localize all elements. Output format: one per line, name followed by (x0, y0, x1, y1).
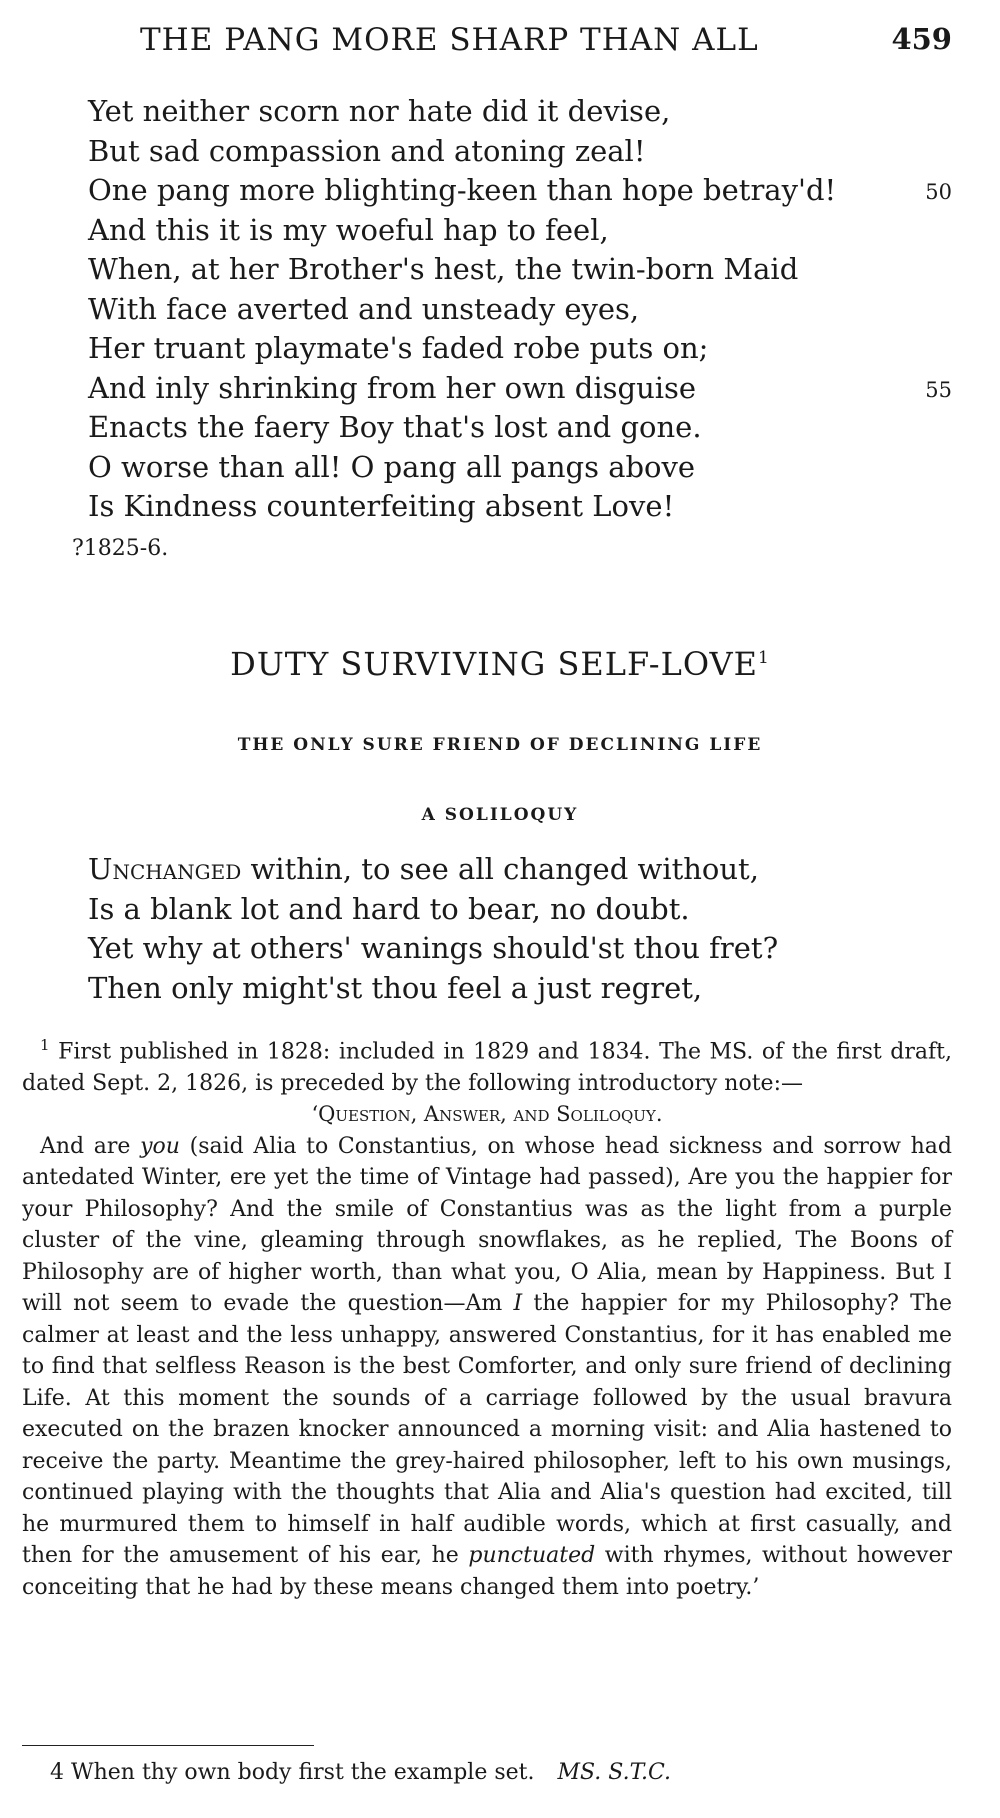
poem-line-text: But sad compassion and atoning zeal! (88, 133, 646, 168)
poem-line (88, 890, 958, 930)
poem-line-text: And this it is my woeful hap to feel, (88, 212, 609, 247)
poem-line (88, 969, 958, 1009)
footnote-divider (22, 1745, 314, 1746)
footnote-heading: ‘Question, Answer, and Soliloquy. (311, 1102, 663, 1127)
footnote-text: And are (40, 1133, 141, 1159)
poem-line (88, 290, 958, 330)
footnote-marker: 1 (40, 1036, 50, 1054)
running-title: THE PANG MORE SHARP THAN ALL (140, 22, 759, 58)
poem-line (88, 171, 958, 211)
emphasis: punctuated (468, 1543, 596, 1569)
poem-line (88, 250, 958, 290)
footnote-text: the happier for my Philosophy? The calmer at least and the less unhappy, answered Constantius, for it has enabled me to find that selfless Reason is the best Comforter, and only sure friend of declining Life. At this moment the sounds of a carriage followed by the usual bravura executed on the brazen knocker announced a morning visit: and Alia hastened to receive the party. Meantime the grey-haired philosopher, left to his own musings, continued playing with the thoughts that Alia and Alia's question had excited, till he murmured them to himself in half audible words, which at first casually, and then for the amusement of his ear, he (22, 1291, 952, 1569)
poem-line-text: O worse than all! O pang all pangs above (88, 449, 696, 484)
poem-line-text: Her truant playmate's faded robe puts on; (88, 331, 709, 365)
running-head (140, 22, 952, 66)
poem-subtitle: THE ONLY SURE FRIEND OF DECLINING LIFE (237, 735, 763, 755)
poem-line-text: And inly shrinking from her own disguise (88, 370, 697, 405)
poem-title-text: DUTY SURVIVING SELF-LOVE (230, 645, 758, 683)
poem-line-text: One pang more blighting-keen than hope betray'd! (88, 173, 837, 207)
poem-line (88, 448, 958, 488)
poem-line (88, 487, 958, 527)
poem-line-text: When, at her Brother's hest, the twin-born Maid (88, 252, 799, 286)
poem-line (88, 329, 958, 369)
poem-line (88, 408, 958, 448)
poem-line-text: Is Kindness counterfeiting absent Love! (88, 489, 675, 523)
poem-title (0, 645, 1000, 683)
page-number: 459 (891, 22, 952, 56)
poem-line-text: within, to see all changed without, (241, 852, 759, 886)
footnote-text: (said Alia to Constantius, on whose head sickness and sorrow had antedated Winter, ere yet the time of Vintage had passed), Are you the happier for your Philosophy? And the smile of Constantius was as the light from a purple cluster of the vine, gleaming through snowflakes, as he replied, The Boons of Philosophy are of higher worth, than what you, O Alia, mean by Happiness. But I will not seem to evade the question—Am (22, 1133, 953, 1317)
composition-date: ?1825-6. (72, 536, 169, 561)
emphasis: I (513, 1291, 523, 1317)
variant-source: MS. S.T.C. (557, 1760, 672, 1785)
poem-line-text: Then only might'st thou feel a just regret, (88, 970, 703, 1005)
poem-line (88, 369, 958, 409)
footnote (22, 1030, 952, 1603)
poem-line-text: Enacts the faery Boy that's lost and gone. (88, 410, 702, 444)
poem-line (88, 132, 958, 172)
poem-line-text: With face averted and unsteady eyes, (88, 291, 640, 326)
variant-line-number: 4 (50, 1760, 64, 1785)
poem-line-text: Is a blank lot and hard to bear, no doubt. (88, 891, 690, 926)
poem-subtitle-soliloquy: A SOLILOQUY (421, 805, 579, 825)
poem-line-text: Yet neither scorn nor hate did it devise, (88, 94, 671, 128)
footnote-ref: 1 (758, 648, 770, 668)
poem-line (88, 850, 958, 890)
footnote-body (22, 1131, 952, 1604)
line-number: 55 (925, 377, 952, 402)
poem-line (88, 92, 958, 132)
line-number: 50 (925, 180, 952, 204)
footnote-intro-text: First published in 1828: included in 1829 and 1834. The MS. of the first draft, dated Sept. 2, 1826, is preceded by the following introductory note:— (22, 1039, 952, 1096)
poem-line (88, 929, 958, 969)
poem-stanza (88, 92, 958, 527)
poem-line (88, 211, 958, 251)
variant-note (50, 1760, 671, 1785)
footnote-intro (22, 1030, 952, 1099)
variant-text: When thy own body first the example set. (71, 1760, 535, 1785)
opening-word: Unchanged (88, 852, 242, 886)
footnote-text: with rhymes, without however conceiting that he had by these means changed them into poetry.’ (22, 1543, 952, 1600)
emphasis: you (140, 1133, 180, 1159)
poem-stanza-2 (88, 850, 958, 1008)
poem-line-text: Yet why at others' wanings should'st thou fret? (88, 931, 779, 965)
